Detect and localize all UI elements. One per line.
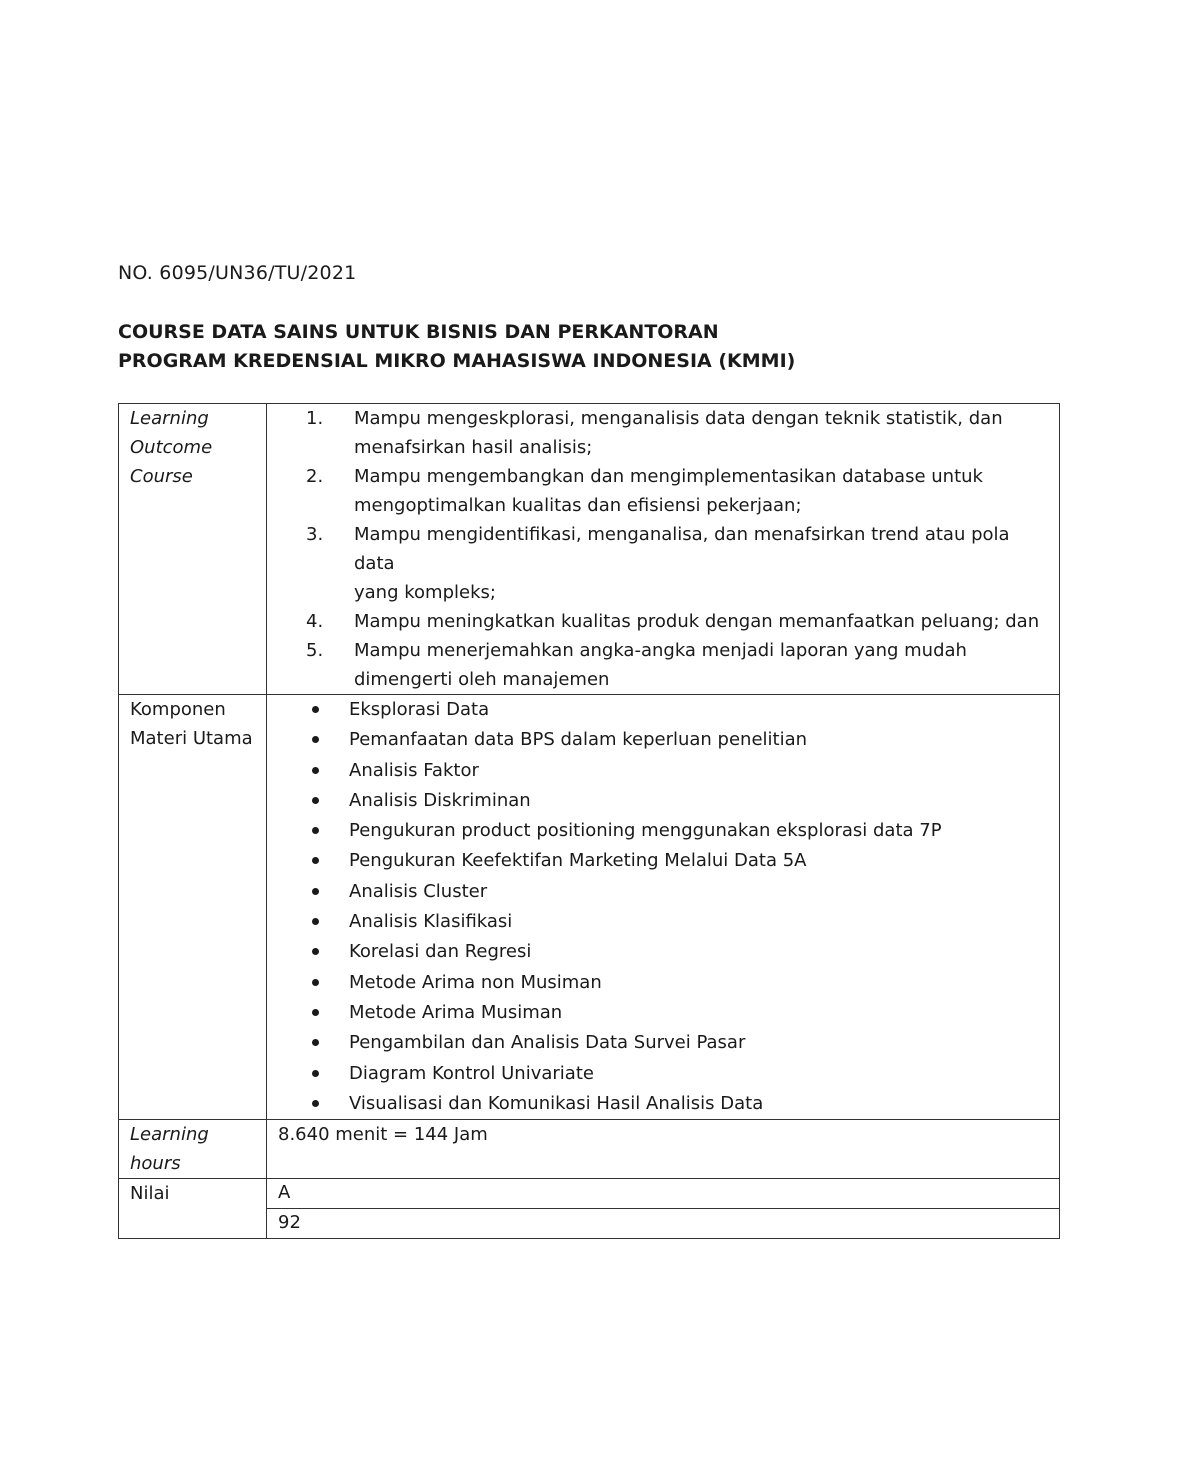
document-number: NO. 6095/UN36/TU/2021 <box>118 262 357 284</box>
bullet-icon <box>312 827 319 834</box>
hours-label <box>119 1120 267 1179</box>
outcome-item <box>306 462 1049 520</box>
materi-item <box>349 786 1049 816</box>
materi-label <box>119 695 267 1120</box>
materi-item <box>349 968 1049 998</box>
materi-item-text: Pengukuran Keefektifan Marketing Melalui Data 5A <box>349 850 807 872</box>
bullet-icon <box>312 1009 319 1016</box>
materi-item <box>349 937 1049 967</box>
materi-item <box>349 756 1049 786</box>
materi-label-line-1: Komponen <box>130 699 226 720</box>
title-line-2: PROGRAM KREDENSIAL MIKRO MAHASISWA INDONESIA (KMMI) <box>118 350 796 372</box>
nilai-row-grade <box>119 1179 1060 1209</box>
materi-item-text: Analisis Klasifikasi <box>349 911 513 933</box>
outcome-text: Mampu menerjemahkan angka-angka menjadi laporan yang mudah <box>354 640 967 661</box>
materi-item <box>349 998 1049 1028</box>
outcome-label-line-1: Learning <box>130 408 209 429</box>
materi-item <box>349 816 1049 846</box>
materi-label-line-2: Materi Utama <box>130 728 253 749</box>
document-title <box>118 318 795 376</box>
outcome-text: Mampu mengeskplorasi, menganalisis data dengan teknik statistik, dan <box>354 408 1003 429</box>
materi-item-text: Analisis Cluster <box>349 880 488 902</box>
outcome-label-line-2: Outcome <box>130 437 213 458</box>
materi-item <box>349 877 1049 907</box>
materi-item <box>349 725 1049 755</box>
bullet-icon <box>312 736 319 743</box>
materi-item <box>349 907 1049 937</box>
materi-item-text: Metode Arima Musiman <box>349 1001 563 1023</box>
outcome-text-cont: yang kompleks; <box>354 582 496 603</box>
outcome-item <box>306 520 1049 607</box>
outcome-label <box>119 404 267 695</box>
outcome-label-line-3: Course <box>130 466 193 487</box>
bullet-icon <box>312 857 319 864</box>
outcome-row <box>119 404 1060 695</box>
outcome-text: Mampu mengidentifikasi, menganalisa, dan menafsirkan trend atau pola data <box>354 524 1010 574</box>
outcome-number: 1. <box>306 408 324 429</box>
materi-list <box>278 695 1049 1119</box>
nilai-grade: A <box>267 1179 1060 1209</box>
outcome-number: 4. <box>306 611 324 632</box>
materi-item-text: Diagram Kontrol Univariate <box>349 1062 594 1084</box>
outcome-text-cont: dimengerti oleh manajemen <box>354 669 610 690</box>
materi-item-text: Pengambilan dan Analisis Data Survei Pasar <box>349 1032 746 1054</box>
materi-item-text: Eksplorasi Data <box>349 699 490 720</box>
hours-row <box>119 1120 1060 1179</box>
nilai-label: Nilai <box>119 1179 267 1239</box>
hours-label-line-2: hours <box>130 1153 181 1175</box>
nilai-score: 92 <box>267 1209 1060 1239</box>
course-table <box>118 403 1060 1239</box>
outcome-item <box>306 404 1049 462</box>
outcome-text: Mampu mengembangkan dan mengimplementasikan database untuk <box>354 466 983 487</box>
materi-item-text: Analisis Faktor <box>349 759 479 781</box>
outcome-text: Mampu meningkatkan kualitas produk dengan memanfaatkan peluang; dan <box>354 611 1040 632</box>
materi-item-text: Metode Arima non Musiman <box>349 971 602 993</box>
materi-item-text: Pengukuran product positioning menggunakan eksplorasi data 7P <box>349 820 942 842</box>
materi-content <box>267 695 1060 1120</box>
hours-label-line-1: Learning <box>130 1124 209 1146</box>
bullet-icon <box>312 979 319 986</box>
outcome-content <box>267 404 1060 695</box>
materi-item-text: Visualisasi dan Komunikasi Hasil Analisis Data <box>349 1092 764 1114</box>
materi-row <box>119 695 1060 1120</box>
bullet-icon <box>312 918 319 925</box>
outcome-number: 5. <box>306 640 324 661</box>
materi-item <box>349 846 1049 876</box>
outcome-text-cont: mengoptimalkan kualitas dan efisiensi pekerjaan; <box>354 495 802 516</box>
outcome-number: 2. <box>306 466 324 487</box>
bullet-icon <box>312 948 319 955</box>
materi-item <box>349 695 1049 725</box>
outcome-item <box>306 607 1049 636</box>
bullet-icon <box>312 767 319 774</box>
outcome-list <box>278 404 1049 694</box>
bullet-icon <box>312 888 319 895</box>
materi-item-text: Pemanfaatan data BPS dalam keperluan penelitian <box>349 729 808 751</box>
outcome-item <box>306 636 1049 694</box>
materi-item <box>349 1089 1049 1119</box>
hours-value: 8.640 menit = 144 Jam <box>267 1120 1060 1179</box>
outcome-number: 3. <box>306 524 324 545</box>
outcome-text-cont: menafsirkan hasil analisis; <box>354 437 593 458</box>
bullet-icon <box>312 1039 319 1046</box>
bullet-icon <box>312 1100 319 1107</box>
materi-item <box>349 1059 1049 1089</box>
materi-item-text: Korelasi dan Regresi <box>349 941 532 963</box>
bullet-icon <box>312 797 319 804</box>
bullet-icon <box>312 1070 319 1077</box>
bullet-icon <box>312 706 319 713</box>
title-line-1: COURSE DATA SAINS UNTUK BISNIS DAN PERKANTORAN <box>118 321 719 343</box>
materi-item-text: Analisis Diskriminan <box>349 789 531 811</box>
materi-item <box>349 1028 1049 1058</box>
